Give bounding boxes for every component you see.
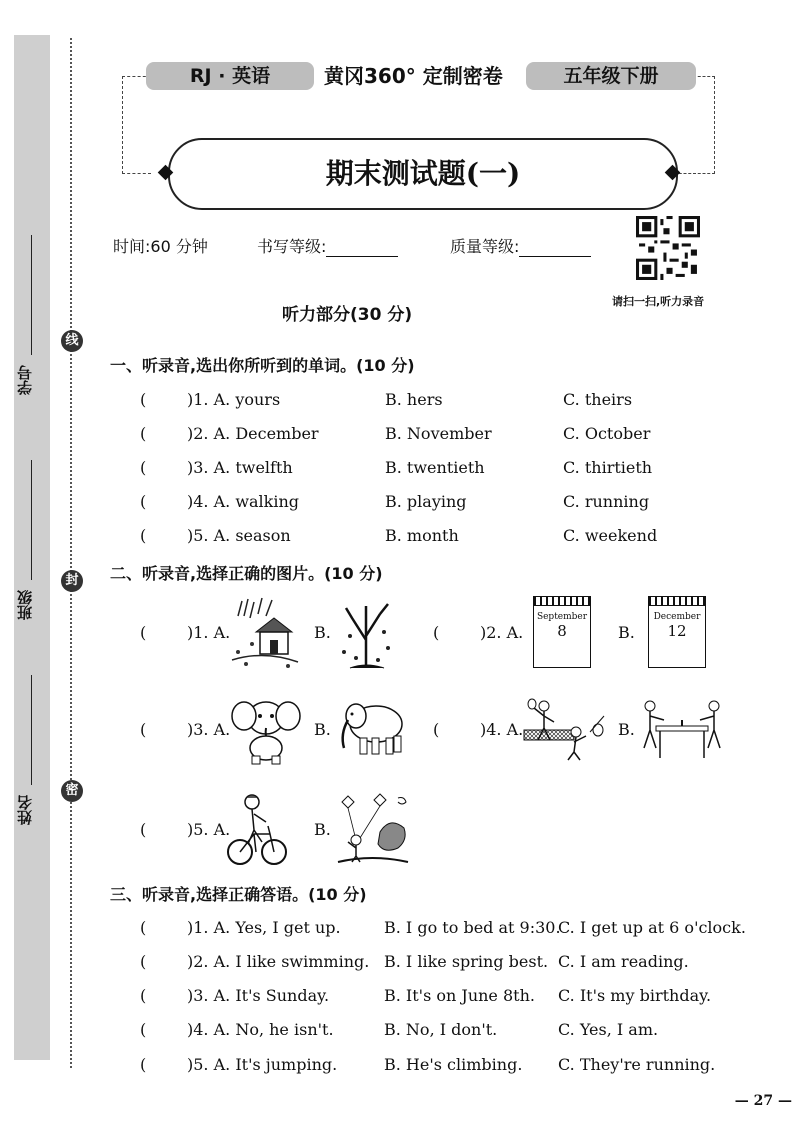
list-item: )5. A. It's jumping. <box>187 1055 338 1074</box>
option-c: C. They're running. <box>558 1055 716 1074</box>
binding-strip <box>14 35 50 1060</box>
header-bracket-left <box>122 76 151 174</box>
answer-paren[interactable]: ( <box>140 526 147 545</box>
badminton-picture <box>520 696 612 762</box>
answer-paren[interactable]: ( <box>140 820 147 839</box>
writing-grade-blank <box>326 240 398 257</box>
list-item: )3. A. <box>187 720 231 739</box>
answer-paren[interactable]: ( <box>140 623 147 642</box>
list-item: )5. A. season <box>187 526 291 545</box>
list-item: )4. A. <box>480 720 524 739</box>
calendar-december-picture <box>648 596 706 668</box>
qr-caption: 请扫一扫,听力录音 <box>612 295 705 308</box>
option-c: C. It's my birthday. <box>558 986 712 1005</box>
option-b: B. November <box>385 424 492 443</box>
list-item: )3. A. It's Sunday. <box>187 986 330 1005</box>
calendar-day: 12 <box>667 622 687 640</box>
answer-paren[interactable]: ( <box>140 1020 147 1039</box>
option-b: B. hers <box>385 390 443 409</box>
option-b: B. twentieth <box>385 458 485 477</box>
writing-grade-label: 书写等级: <box>257 237 327 256</box>
answer-paren[interactable]: ( <box>433 720 440 739</box>
class-label: 班级 <box>16 590 34 620</box>
option-c: C. Yes, I am. <box>558 1020 659 1039</box>
option-c: C. thirtieth <box>563 458 653 477</box>
calendar-day: 8 <box>557 622 567 640</box>
quality-grade-blank <box>519 240 591 257</box>
kite-flying-picture <box>336 792 410 864</box>
student-number-line <box>31 235 32 355</box>
cycling-girl-picture <box>226 790 288 868</box>
option-c: C. theirs <box>563 390 633 409</box>
option-b: B. He's climbing. <box>384 1055 523 1074</box>
table-tennis-picture <box>636 696 726 762</box>
class-line <box>31 460 32 580</box>
calendar-month: September <box>536 612 588 622</box>
series-title: 黄冈360° 定制密卷 <box>320 62 507 90</box>
qr-code-icon[interactable] <box>636 216 700 280</box>
option-b: B. <box>314 820 331 839</box>
calendar-month: December <box>653 612 701 622</box>
answer-paren[interactable]: ( <box>140 390 147 409</box>
falling-leaves-tree-picture <box>336 596 398 670</box>
answer-paren[interactable]: ( <box>140 918 147 937</box>
option-c: C. running <box>563 492 650 511</box>
seal-secret-marker: 密 <box>61 780 83 802</box>
option-b: B. It's on June 8th. <box>384 986 535 1005</box>
seal-line-marker: 线 <box>61 330 83 352</box>
list-item: )2. A. <box>480 623 524 642</box>
option-b: B. <box>314 623 331 642</box>
option-b: B. No, I don't. <box>384 1020 498 1039</box>
option-c: C. October <box>563 424 651 443</box>
dotted-cut-line <box>70 38 72 1068</box>
answer-paren[interactable]: ( <box>433 623 440 642</box>
header-bracket-right <box>674 76 715 174</box>
calendar-september-picture <box>533 596 591 668</box>
option-c: C. I am reading. <box>558 952 689 971</box>
list-item: )4. A. walking <box>187 492 300 511</box>
page-number: — 27 — <box>734 1093 792 1109</box>
answer-paren[interactable]: ( <box>140 492 147 511</box>
option-b: B. month <box>385 526 459 545</box>
section3-heading: 三、听录音,选择正确答语。(10 分) <box>110 885 367 904</box>
student-number-label: 学号 <box>16 365 34 395</box>
list-item: )2. A. December <box>187 424 319 443</box>
listening-part-title: 听力部分(30 分) <box>282 305 413 325</box>
seal-seal-marker: 封 <box>61 570 83 592</box>
list-item: )1. A. Yes, I get up. <box>187 918 341 937</box>
exam-title: 期末测试题(一) <box>168 138 678 210</box>
option-b: B. I go to bed at 9:30. <box>384 918 561 937</box>
list-item: )1. A. yours <box>187 390 281 409</box>
option-b: B. I like spring best. <box>384 952 549 971</box>
answer-paren[interactable]: ( <box>140 424 147 443</box>
option-b: B. <box>618 623 635 642</box>
list-item: )1. A. <box>187 623 231 642</box>
cartoon-elephant-picture <box>228 690 304 766</box>
section2-heading: 二、听录音,选择正确的图片。(10 分) <box>110 564 383 583</box>
writing-grade <box>257 234 398 257</box>
elephant-picture <box>336 698 412 758</box>
section1-heading: 一、听录音,选出你所听到的单词。(10 分) <box>110 356 415 375</box>
list-item: )4. A. No, he isn't. <box>187 1020 334 1039</box>
subject-pill: RJ · 英语 <box>146 62 314 90</box>
option-b: B. playing <box>385 492 467 511</box>
answer-paren[interactable]: ( <box>140 952 147 971</box>
answer-paren[interactable]: ( <box>140 458 147 477</box>
time-info: 时间:60 分钟 <box>113 237 208 256</box>
list-item: )2. A. I like swimming. <box>187 952 370 971</box>
list-item: )3. A. twelfth <box>187 458 293 477</box>
answer-paren[interactable]: ( <box>140 986 147 1005</box>
name-label: 姓名 <box>16 795 34 825</box>
name-line <box>31 675 32 785</box>
answer-paren[interactable]: ( <box>140 1055 147 1074</box>
option-c: C. weekend <box>563 526 658 545</box>
house-tree-picture <box>228 596 300 670</box>
grade-pill: 五年级下册 <box>526 62 696 90</box>
quality-grade-label: 质量等级: <box>450 237 520 256</box>
option-b: B. <box>618 720 635 739</box>
option-b: B. <box>314 720 331 739</box>
quality-grade <box>450 234 591 257</box>
answer-paren[interactable]: ( <box>140 720 147 739</box>
option-c: C. I get up at 6 o'clock. <box>558 918 746 937</box>
list-item: )5. A. <box>187 820 231 839</box>
